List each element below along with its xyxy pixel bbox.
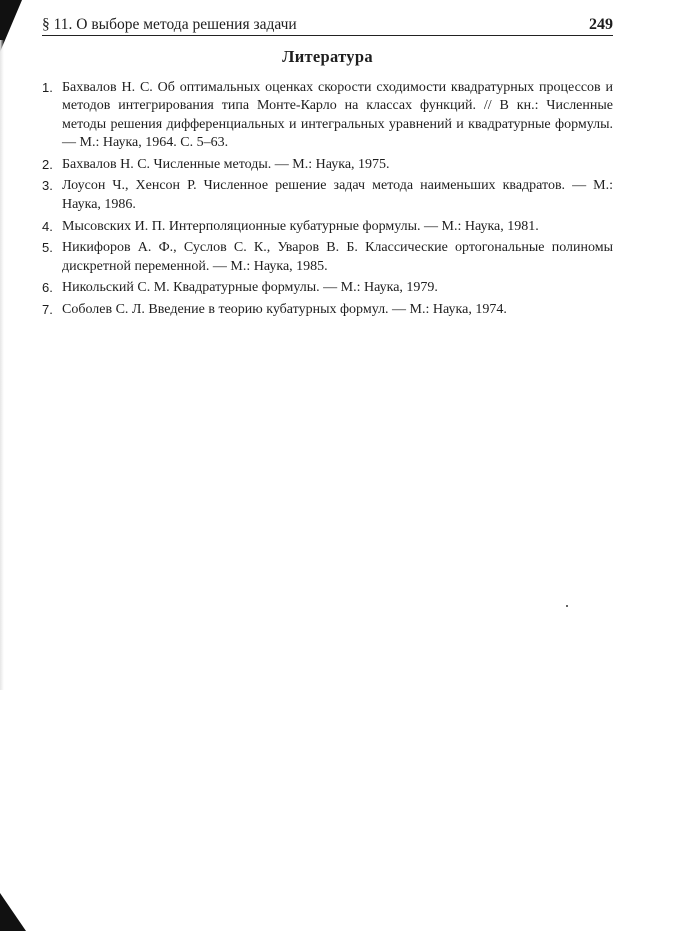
section-title: § 11. О выборе метода решения задачи [42,16,297,33]
running-head [42,15,613,36]
reference-item [42,79,613,152]
reference-number: 7. [42,302,53,318]
reference-item [42,279,613,297]
scan-speck [566,605,568,607]
reference-text: Никольский С. М. Квадратурные формулы. — М.: Наука, 1979. [62,280,438,296]
reference-list [42,79,613,323]
reference-item [42,218,613,236]
reference-text: Никифоров А. Ф., Суслов С. К., Уваров В. Б. Классические ортогональные полиномы дискретной переменной. — М.: Наука, 1985. [62,240,613,274]
reference-item [42,301,613,319]
reference-number: 2. [42,156,53,172]
page-number: 249 [589,16,613,33]
reference-item [42,177,613,214]
reference-text: Соболев С. Л. Введение в теорию кубатурных формул. — М.: Наука, 1974. [62,302,507,318]
reference-text: Бахвалов Н. С. Численные методы. — М.: Наука, 1975. [62,156,390,172]
reference-number: 5. [42,240,53,256]
reference-text: Бахвалов Н. С. Об оптимальных оценках скорости сходимости квадратурных процессов и методов интегрирования типа Монте-Карло на классах функций. // В кн.: Численные методы решения дифференциальных и интегральных уравнений и квадратурные формулы. — М.: Наука, 1964. С. 5–63. [62,80,613,150]
reference-number: 1. [42,80,53,95]
scan-shadow-bottom [0,893,26,931]
reference-number: 3. [42,178,53,194]
references-heading: Литература [282,47,373,66]
reference-item [42,156,613,174]
reference-item [42,239,613,276]
reference-text: Лоусон Ч., Хенсон Р. Численное решение задач метода наименьших квадратов. — М.: Наука, 1986. [62,178,613,212]
reference-number: 4. [42,218,53,234]
scan-edge-shadow [0,40,4,690]
reference-text: Мысовских И. П. Интерполяционные кубатурные формулы. — М.: Наука, 1981. [62,218,539,234]
reference-number: 6. [42,280,53,296]
